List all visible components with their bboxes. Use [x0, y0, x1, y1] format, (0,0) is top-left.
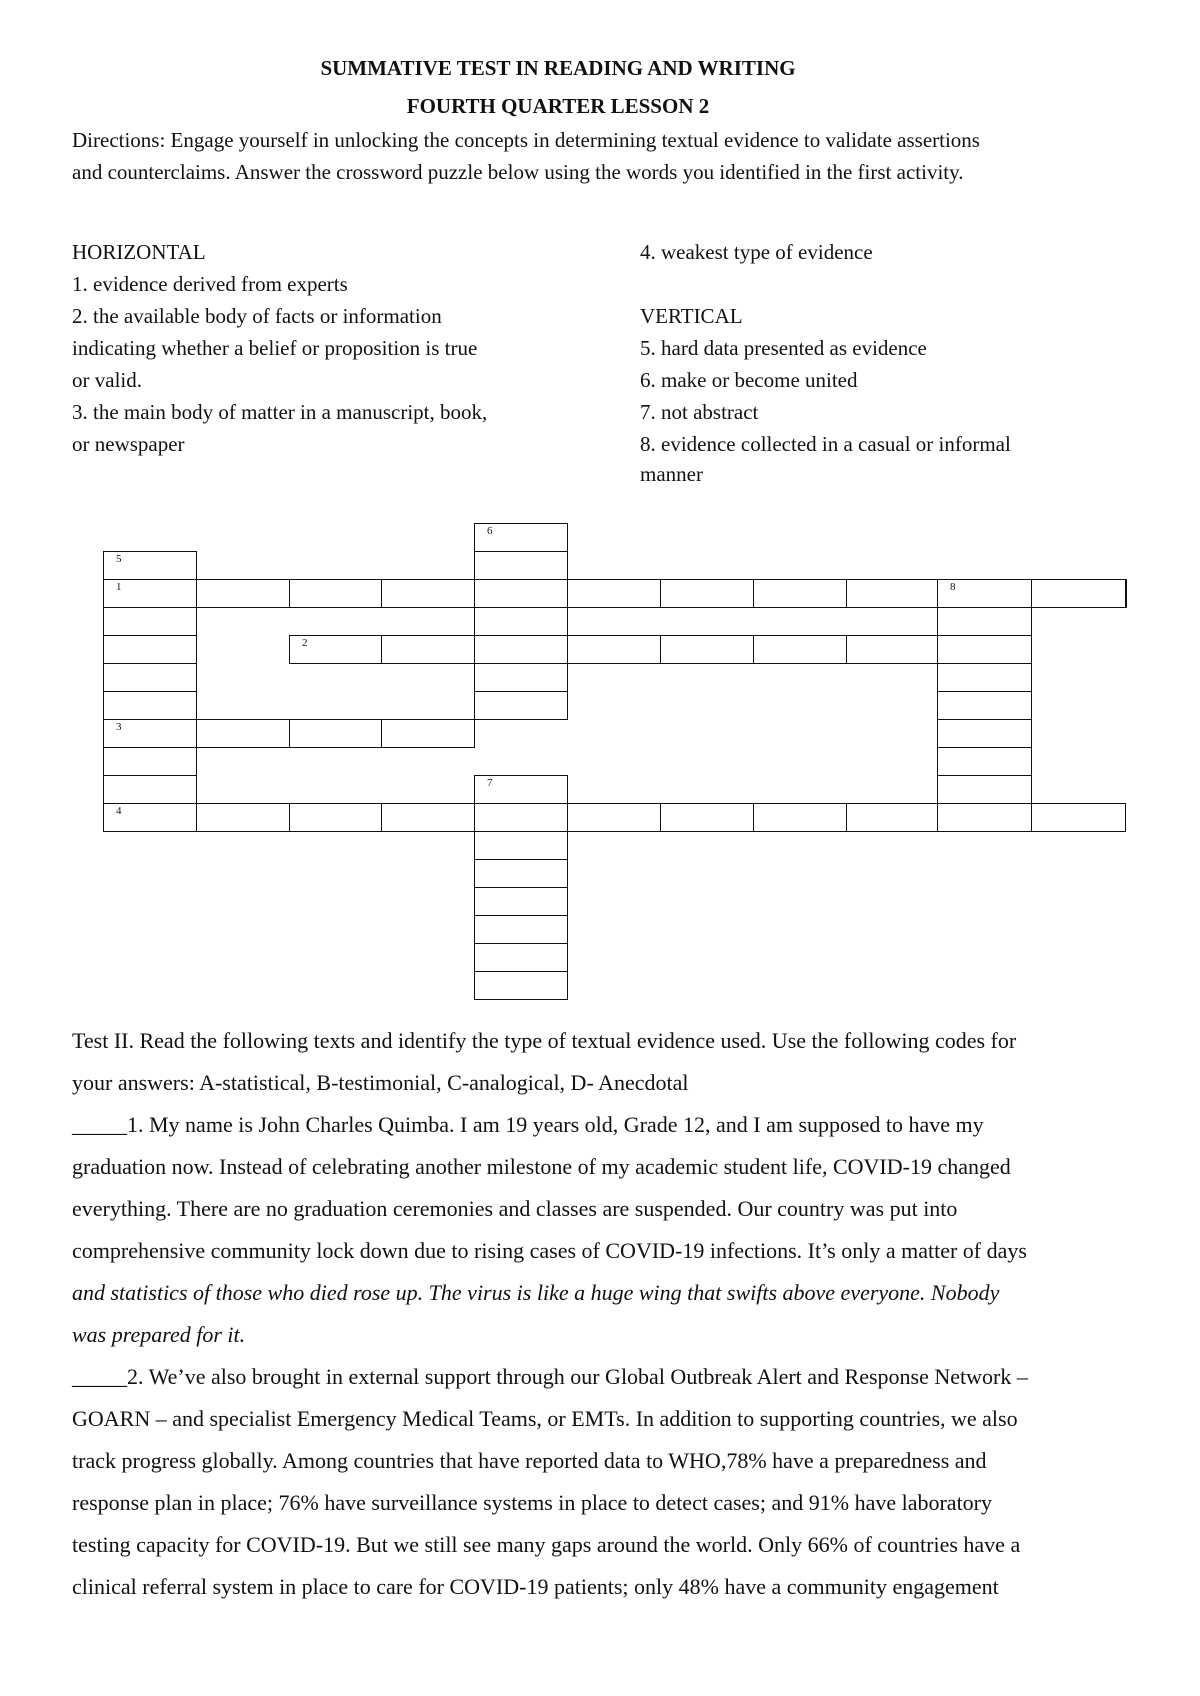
crossword-cell[interactable] — [103, 635, 197, 664]
crossword-cell[interactable] — [103, 607, 197, 636]
clue-v8-line-1: 8. evidence collected in a casual or informal — [640, 432, 1011, 456]
crossword-cell[interactable] — [660, 635, 754, 664]
crossword-cell[interactable] — [474, 551, 568, 580]
crossword-cell[interactable] — [937, 635, 1032, 664]
question-1-line-6: was prepared for it. — [72, 1322, 246, 1347]
clue-h4: 4. weakest type of evidence — [640, 240, 873, 264]
question-2-line-5: testing capacity for COVID-19. But we still see many gaps around the world. Only 66% of countries have a — [72, 1532, 1021, 1557]
directions-line-2: and counterclaims. Answer the crossword puzzle below using the words you identified in the first activity. — [72, 160, 964, 184]
crossword-cell[interactable] — [937, 719, 1032, 748]
directions-line-1: Directions: Engage yourself in unlocking the concepts in determining textual evidence to validate assertions — [72, 128, 980, 152]
crossword-cell[interactable] — [289, 719, 382, 748]
crossword-cell[interactable] — [474, 831, 568, 860]
document-title: SUMMATIVE TEST IN READING AND WRITING — [320, 56, 796, 80]
question-1-line-3: everything. There are no graduation ceremonies and classes are suspended. Our country was put into — [72, 1196, 958, 1221]
crossword-cell[interactable] — [381, 579, 475, 608]
crossword-cell[interactable] — [103, 663, 197, 692]
clue-h2-line-2: indicating whether a belief or proposition is true — [72, 336, 478, 360]
clue-h2-line-1: 2. the available body of facts or information — [72, 304, 442, 328]
crossword-cell[interactable] — [474, 859, 568, 888]
question-1-line-5: and statistics of those who died rose up. The virus is like a huge wing that swifts above everyone. Nobody — [72, 1280, 1000, 1305]
crossword-cell[interactable] — [103, 747, 197, 776]
crossword-cell[interactable] — [196, 719, 290, 748]
question-1-line-4: comprehensive community lock down due to rising cases of COVID-19 infections. It’s only a matter of days — [72, 1238, 1027, 1263]
crossword-cell[interactable] — [103, 775, 197, 804]
crossword-cell[interactable] — [1125, 579, 1127, 608]
crossword-cell[interactable] — [937, 803, 1032, 832]
crossword-number-3: 3 — [116, 721, 122, 733]
clue-h1: 1. evidence derived from experts — [72, 272, 348, 296]
crossword-cell[interactable] — [660, 579, 754, 608]
crossword-cell[interactable] — [474, 803, 568, 832]
crossword-cell[interactable] — [474, 663, 568, 692]
question-2-line-4: response plan in place; 76% have surveillance systems in place to detect cases; and 91% have laboratory — [72, 1490, 993, 1515]
crossword-number-6: 6 — [487, 525, 493, 537]
answer-blank-2[interactable]: _____ — [72, 1364, 127, 1389]
test2-intro-line-2: your answers: A-statistical, B-testimonial, C-analogical, D- Anecdotal — [72, 1070, 689, 1095]
crossword-cell[interactable] — [474, 691, 568, 720]
question-1-line-2: graduation now. Instead of celebrating another milestone of my academic student life, COVID-19 changed — [72, 1154, 1011, 1179]
crossword-cell[interactable] — [753, 803, 847, 832]
test2-intro-line-1: Test II. Read the following texts and identify the type of textual evidence used. Use the following codes for — [72, 1028, 1017, 1053]
crossword-cell[interactable] — [846, 579, 938, 608]
crossword-number-8: 8 — [950, 581, 956, 593]
crossword-cell[interactable] — [474, 915, 568, 944]
clue-v7: 7. not abstract — [640, 400, 759, 424]
crossword-cell[interactable] — [196, 803, 290, 832]
crossword-cell[interactable] — [474, 579, 568, 608]
crossword-cell[interactable] — [1031, 803, 1126, 832]
crossword-number-4: 4 — [116, 805, 122, 817]
question-2-line-1: _____2. We’ve also brought in external support through our Global Outbreak Alert and Response Network – — [72, 1364, 1028, 1389]
crossword-cell[interactable] — [937, 775, 1032, 804]
question-2-line-3: track progress globally. Among countries that have reported data to WHO,78% have a preparedness and — [72, 1448, 987, 1473]
crossword-number-2: 2 — [302, 637, 308, 649]
clue-v5: 5. hard data presented as evidence — [640, 336, 927, 360]
crossword-cell[interactable] — [103, 691, 197, 720]
crossword-cell[interactable] — [474, 635, 568, 664]
crossword-cell[interactable] — [474, 943, 568, 972]
horizontal-heading: HORIZONTAL — [72, 240, 206, 264]
crossword-cell[interactable] — [937, 607, 1032, 636]
clue-v8-line-2: manner — [640, 462, 703, 486]
crossword-number-5: 5 — [116, 553, 122, 565]
crossword-cell[interactable] — [567, 579, 661, 608]
crossword-cell[interactable] — [289, 803, 382, 832]
question-1-line-1: _____1. My name is John Charles Quimba. I am 19 years old, Grade 12, and I am supposed to have my — [72, 1112, 984, 1137]
crossword-cell[interactable] — [1031, 579, 1126, 608]
clue-h3-line-1: 3. the main body of matter in a manuscript, book, — [72, 400, 488, 424]
crossword-cell[interactable] — [289, 579, 382, 608]
document-subtitle: FOURTH QUARTER LESSON 2 — [406, 94, 710, 118]
crossword-cell[interactable] — [937, 691, 1032, 720]
crossword-cell[interactable] — [381, 803, 475, 832]
crossword-cell[interactable] — [196, 579, 290, 608]
crossword-cell[interactable] — [846, 803, 938, 832]
crossword-cell[interactable] — [753, 579, 847, 608]
answer-blank-1[interactable]: _____ — [72, 1112, 127, 1137]
clue-h2-line-3: or valid. — [72, 368, 142, 392]
crossword-cell[interactable] — [381, 635, 475, 664]
crossword-cell[interactable] — [567, 803, 661, 832]
crossword-cell[interactable] — [846, 635, 938, 664]
crossword-cell[interactable] — [660, 803, 754, 832]
crossword-cell[interactable] — [474, 887, 568, 916]
question-2-line-2: GOARN – and specialist Emergency Medical Teams, or EMTs. In addition to supporting countries, we also — [72, 1406, 1018, 1431]
crossword-cell[interactable] — [937, 663, 1032, 692]
crossword-cell[interactable] — [937, 747, 1032, 776]
question-2-line-6: clinical referral system in place to care for COVID-19 patients; only 48% have a community engagement — [72, 1574, 999, 1599]
vertical-heading: VERTICAL — [640, 304, 743, 328]
clue-v6: 6. make or become united — [640, 368, 858, 392]
crossword-cell[interactable] — [381, 719, 475, 748]
clue-h3-line-2: or newspaper — [72, 432, 185, 456]
crossword-number-1: 1 — [116, 581, 122, 593]
crossword-cell[interactable] — [474, 971, 568, 1000]
crossword-cell[interactable] — [474, 607, 568, 636]
crossword-cell[interactable] — [753, 635, 847, 664]
crossword-number-7: 7 — [487, 777, 493, 789]
crossword-cell[interactable] — [567, 635, 661, 664]
